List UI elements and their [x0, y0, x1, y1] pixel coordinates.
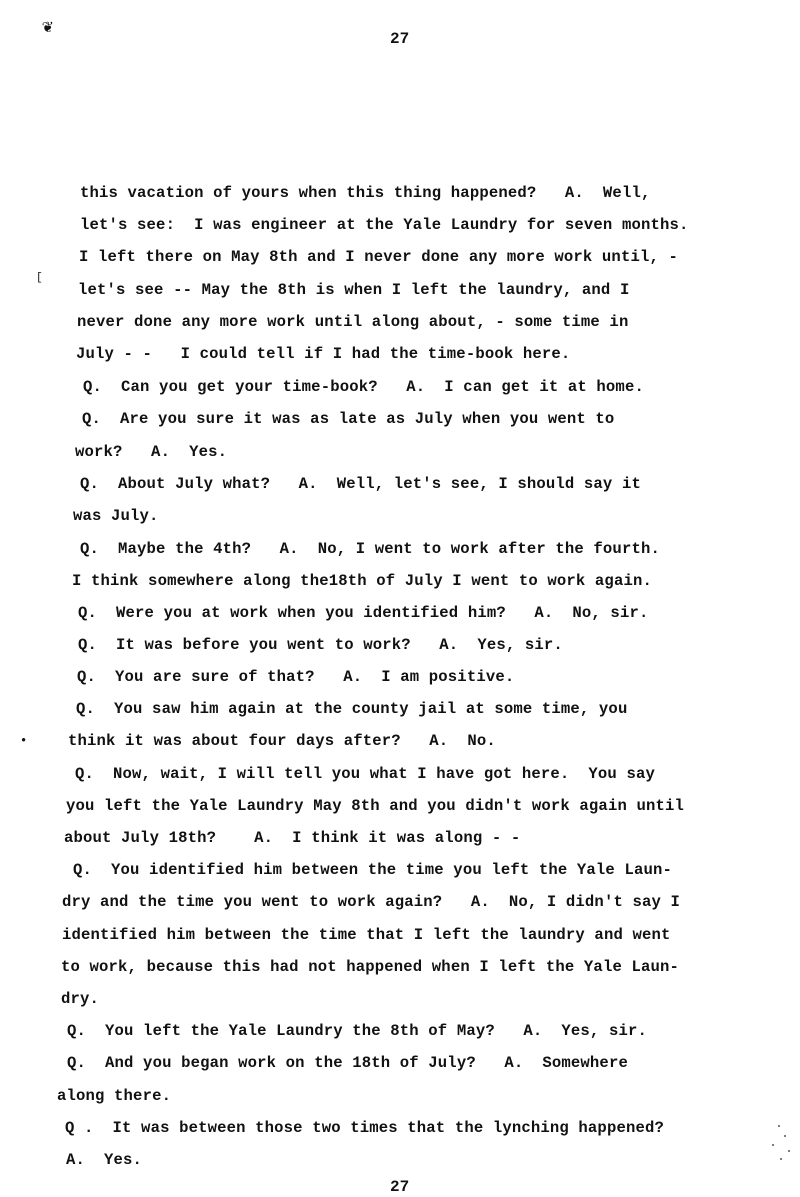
transcript-line: let's see -- May the 8th is when I left the laundry, and I: [78, 281, 630, 299]
speckle: [780, 1158, 782, 1160]
transcript-line: was July.: [73, 507, 159, 525]
transcript-line: Q. About July what? A. Well, let's see, I should say it: [80, 475, 641, 493]
transcript-line: I left there on May 8th and I never done any more work until, -: [79, 248, 678, 266]
page-number-bottom: 27: [390, 1178, 410, 1196]
transcript-line: A. Yes.: [66, 1151, 143, 1169]
speckle: [784, 1135, 786, 1137]
transcript-line: Q . It was between those two times that the lynching happened?: [65, 1119, 664, 1137]
transcript-line: you left the Yale Laundry May 8th and you didn't work again until: [66, 797, 685, 815]
transcript-line: about July 18th? A. I think it was along - -: [64, 829, 521, 847]
transcript-line: Q. It was before you went to work? A. Yes, sir.: [78, 636, 563, 654]
transcript-line: Q. Can you get your time-book? A. I can get it at home.: [83, 378, 644, 396]
transcript-line: Q. Now, wait, I will tell you what I have got here. You say: [75, 765, 655, 783]
transcript-line: this vacation of yours when this thing happened? A. Well,: [80, 184, 651, 202]
transcript-line: dry.: [61, 990, 100, 1008]
speckle: [778, 1125, 780, 1127]
transcript-line: Q. Maybe the 4th? A. No, I went to work after the fourth.: [80, 540, 660, 558]
page-number-top: 27: [390, 30, 410, 48]
margin-dot-icon: •: [20, 734, 28, 748]
transcript-line: dry and the time you went to work again? A. No, I didn't say I: [62, 893, 681, 911]
transcript-line: Q. You identified him between the time you left the Yale Laun-: [73, 861, 672, 879]
transcript-line: identified him between the time that I left the laundry and went: [62, 926, 671, 944]
transcript-line: along there.: [57, 1087, 172, 1105]
transcript-line: work? A. Yes.: [75, 443, 228, 461]
corner-mark-icon: ❦: [42, 18, 53, 38]
transcript-line: July - - I could tell if I had the time-book here.: [76, 345, 571, 363]
speckle: [772, 1144, 774, 1146]
transcript-line: Q. Were you at work when you identified him? A. No, sir.: [78, 604, 649, 622]
transcript-line: I think somewhere along the18th of July I went to work again.: [72, 572, 652, 590]
margin-mark-icon: [: [36, 272, 43, 284]
transcript-line: never done any more work until along about, - some time in: [77, 313, 629, 331]
transcript-line: Q. And you began work on the 18th of July? A. Somewhere: [67, 1054, 628, 1072]
transcript-line: Q. You saw him again at the county jail at some time, you: [76, 700, 628, 718]
transcript-line: Q. You left the Yale Laundry the 8th of May? A. Yes, sir.: [67, 1022, 647, 1040]
transcript-line: to work, because this had not happened when I left the Yale Laun-: [61, 958, 680, 976]
speckle: [788, 1150, 790, 1152]
transcript-line: let's see: I was engineer at the Yale Laundry for seven months.: [80, 216, 689, 234]
transcript-line: Q. Are you sure it was as late as July when you went to: [82, 410, 615, 428]
transcript-line: think it was about four days after? A. No.: [68, 732, 496, 750]
transcript-line: Q. You are sure of that? A. I am positive.: [77, 668, 515, 686]
